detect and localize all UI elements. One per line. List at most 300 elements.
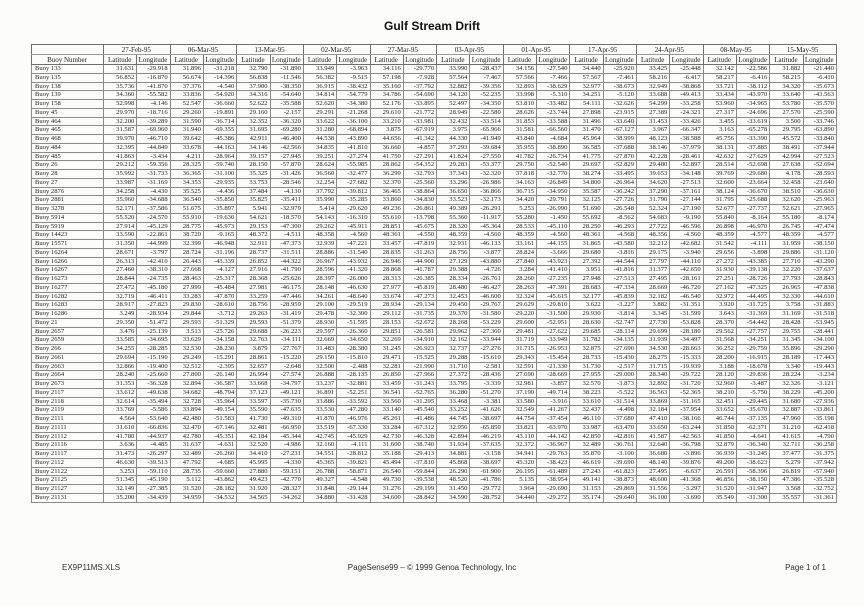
longitude-cell: -6.416: [736, 73, 769, 82]
longitude-cell: -51.329: [203, 318, 236, 327]
latitude-cell: 36.891: [303, 388, 336, 397]
latitude-cell: 32.520: [237, 441, 270, 450]
latitude-cell: 32.719: [104, 292, 137, 301]
latitude-cell: 52.677: [703, 205, 736, 214]
longitude-cell: -43.923: [537, 257, 570, 266]
latitude-cell: 3.340: [770, 362, 803, 371]
longitude-cell: -29.640: [603, 493, 636, 502]
latitude-cell: 29.175: [637, 248, 670, 257]
latitude-cell: 34.786: [370, 91, 403, 100]
latitude-cell: 31.715: [637, 362, 670, 371]
longitude-cell: -4.560: [470, 231, 503, 240]
latitude-cell: 31.345: [770, 336, 803, 345]
table-row: [32, 117, 837, 126]
latitude-cell: 31.719: [503, 336, 536, 345]
latitude-cell: 41.587: [637, 432, 670, 441]
latitude-cell: 31.730: [570, 362, 603, 371]
latitude-cell: 36.660: [370, 143, 403, 152]
latitude-cell: 31.245: [370, 345, 403, 354]
latitude-cell: 36.680: [637, 450, 670, 459]
longitude-cell: -27.291: [403, 152, 436, 161]
latitude-cell: 42.730: [370, 432, 403, 441]
latitude-cell: 34.146: [237, 143, 270, 152]
longitude-cell: -33.592: [337, 397, 370, 406]
latitude-cell: 27.570: [770, 108, 803, 117]
longitude-cell: -31.428: [337, 493, 370, 502]
latitude-cell: 55.910: [170, 213, 203, 222]
longitude-cell: -2.395: [203, 362, 236, 371]
longitude-cell: -38.588: [670, 135, 703, 144]
table-row: [32, 467, 837, 476]
latitude-cell: 32.879: [703, 441, 736, 450]
longitude-cell: -32.979: [270, 205, 303, 214]
latitude-cell: 27.730: [637, 318, 670, 327]
longitude-cell: -25.626: [270, 275, 303, 284]
longitude-cell: -43.932: [337, 257, 370, 266]
table-row: [32, 283, 837, 292]
latitude-cell: 27.372: [437, 371, 470, 380]
longitude-cell: -42.650: [670, 266, 703, 275]
buoy-number-cell: Buoy 15571: [32, 240, 104, 249]
longitude-cell: -35.897: [203, 205, 236, 214]
latitude-cell: 29.851: [370, 327, 403, 336]
longitude-cell: -34.251: [736, 336, 769, 345]
longitude-cell: -47.391: [537, 283, 570, 292]
latitude-cell: 35.188: [370, 450, 403, 459]
buoy-number-cell: Buoy 2119: [32, 406, 104, 415]
longitude-cell: -18.570: [270, 213, 303, 222]
latitude-cell: 26.313: [104, 257, 137, 266]
longitude-cell: -41.267: [537, 406, 570, 415]
longitude-cell: -31.120: [803, 248, 836, 257]
longitude-cell: -34.695: [137, 336, 170, 345]
longitude-cell: -35.528: [803, 476, 836, 485]
table-row: [32, 248, 837, 257]
longitude-cell: -32.300: [337, 310, 370, 319]
longitude-cell: -48.794: [203, 388, 236, 397]
latitude-cell: 36.540: [170, 196, 203, 205]
longitude-cell: -21.268: [337, 108, 370, 117]
latitude-cell: 32.162: [437, 336, 470, 345]
latitude-cell: 34.881: [437, 450, 470, 459]
latitude-cell: 33.283: [170, 292, 203, 301]
latitude-cell: 32.370: [370, 178, 403, 187]
longitude-cell: -38.697: [470, 458, 503, 467]
latitude-cell: 36.280: [437, 388, 470, 397]
latitude-cell: 32.324: [503, 292, 536, 301]
longitude-cell: -36.714: [203, 117, 236, 126]
longitude-cell: -59.151: [270, 467, 303, 476]
longitude-cell: -23.664: [736, 178, 769, 187]
latitude-cell: 53.780: [770, 100, 803, 109]
longitude-cell: -46.630: [337, 283, 370, 292]
longitude-cell: -33.514: [470, 117, 503, 126]
longitude-cell: -28.441: [803, 327, 836, 336]
longitude-cell: -31.100: [203, 170, 236, 179]
buoy-number-cell: Buoy 2881: [32, 196, 104, 205]
longitude-cell: -54.640: [270, 91, 303, 100]
latitude-cell: 32.549: [503, 406, 536, 415]
latitude-cell: 33.629: [170, 336, 203, 345]
latitude-cell: 28.120: [703, 371, 736, 380]
latitude-cell: 32.763: [237, 336, 270, 345]
longitude-cell: -25.448: [670, 65, 703, 74]
longitude-cell: -51.472: [137, 318, 170, 327]
buoy-number-cell: Buoy 16264: [32, 248, 104, 257]
latitude-cell: 29.370: [437, 310, 470, 319]
latitude-cell: 31.556: [637, 485, 670, 494]
latitude-cell: 32.669: [303, 336, 336, 345]
table-row: [32, 108, 837, 117]
longitude-cell: -26.990: [537, 205, 570, 214]
longitude-cell: -36.320: [270, 117, 303, 126]
latitude-cell: 32.866: [104, 362, 137, 371]
longitude-cell: -11.546: [270, 73, 303, 82]
latitude-cell: 32.470: [170, 423, 203, 432]
longitude-cell: -36.967: [537, 441, 570, 450]
longitude-cell: -8.562: [603, 213, 636, 222]
table-row: [32, 380, 837, 389]
latitude-cell: 31.568: [703, 336, 736, 345]
latitude-cell: 32.395: [104, 143, 137, 152]
longitude-cell: -35.670: [736, 406, 769, 415]
longitude-cell: -37.637: [803, 266, 836, 275]
latitude-cell: 26.898: [703, 222, 736, 231]
table-row: [32, 371, 837, 380]
longitude-cell: -7.466: [537, 73, 570, 82]
latitude-cell: 58.217: [703, 73, 736, 82]
latitude-cell: 39.653: [637, 170, 670, 179]
latitude-cell: 31.882: [770, 65, 803, 74]
longitude-cell: -54.442: [736, 318, 769, 327]
longitude-cell: -28.726: [736, 275, 769, 284]
longitude-cell: -69.280: [270, 126, 303, 135]
latitude-cell: 28.934: [370, 301, 403, 310]
longitude-cell: -16.870: [137, 73, 170, 82]
latitude-cell: 58.215: [770, 73, 803, 82]
longitude-cell: -16.915: [736, 353, 769, 362]
longitude-cell: -19.630: [203, 213, 236, 222]
longitude-cell: -45.675: [403, 222, 436, 231]
buoy-number-cell: Buoy 21127: [32, 485, 104, 494]
longitude-cell: -39.538: [403, 476, 436, 485]
latitude-cell: 29.593: [170, 318, 203, 327]
longitude-cell: -46.219: [470, 432, 503, 441]
longitude-cell: -27.757: [736, 327, 769, 336]
longitude-cell: -29.767: [470, 301, 503, 310]
latitude-cell: 31.496: [570, 117, 603, 126]
latitude-cell: 32.500: [303, 362, 336, 371]
longitude-cell: -31.169: [137, 178, 170, 187]
latitude-cell: 55.360: [437, 213, 470, 222]
latitude-cell: 35.549: [703, 493, 736, 502]
latitude-cell: 32.372: [503, 441, 536, 450]
latitude-cell: 26.888: [303, 371, 336, 380]
latitude-cell: 3.163: [703, 126, 736, 135]
latitude-cell: 42.480: [170, 415, 203, 424]
latitude-cell: 54.299: [637, 100, 670, 109]
longitude-cell: -3.434: [137, 152, 170, 161]
latitude-cell: 29.288: [437, 353, 470, 362]
latitude-cell: 27.722: [637, 222, 670, 231]
latitude-cell: 48.359: [770, 231, 803, 240]
latitude-cell: 33.585: [104, 336, 137, 345]
longitude-cell: -3.381: [470, 397, 503, 406]
latitude-cell: 28.868: [370, 266, 403, 275]
latitude-cell: 32.591: [503, 362, 536, 371]
longitude-cell: -4.511: [270, 231, 303, 240]
longitude-cell: -7.461: [603, 73, 636, 82]
latitude-cell: 38.131: [703, 143, 736, 152]
latitude-cell: 54.683: [637, 213, 670, 222]
latitude-cell: 27.793: [770, 275, 803, 284]
latitude-cell: 29.450: [437, 301, 470, 310]
latitude-cell: 31.450: [437, 485, 470, 494]
latitude-cell: 41.615: [770, 432, 803, 441]
longitude-cell: -27.726: [603, 196, 636, 205]
longitude-cell: -28.380: [337, 345, 370, 354]
latitude-cell: 39.157: [237, 152, 270, 161]
longitude-cell: -27.690: [603, 345, 636, 354]
latitude-cell: 33.284: [370, 423, 403, 432]
latitude-cell: 28.514: [703, 161, 736, 170]
latitude-cell: 27.472: [104, 283, 137, 292]
latitude-cell: 27.243: [570, 467, 603, 476]
table-row: [32, 397, 837, 406]
longitude-cell: -3.816: [603, 248, 636, 257]
longitude-cell: -8.174: [803, 213, 836, 222]
buoy-number-cell: Buoy 2111: [32, 415, 104, 424]
latitude-cell: 35.200: [104, 493, 137, 502]
latitude-cell: 32.960: [703, 380, 736, 389]
latitude-cell: 31.280: [303, 126, 336, 135]
longitude-cell: -4.498: [603, 406, 636, 415]
longitude-cell: -37.885: [736, 143, 769, 152]
longitude-cell: -32.173: [470, 196, 503, 205]
longitude-cell: -52.829: [603, 161, 636, 170]
latitude-cell: 32.458: [770, 178, 803, 187]
longitude-cell: -19.939: [670, 362, 703, 371]
longitude-cell: -41.626: [470, 406, 503, 415]
latitude-cell: 32.893: [503, 82, 536, 91]
longitude-cell: -32.320: [470, 170, 503, 179]
latitude-cell: 32.949: [637, 82, 670, 91]
longitude-cell: -67.127: [603, 126, 636, 135]
latitude-cell: 38.223: [570, 388, 603, 397]
latitude-cell: 3.636: [104, 441, 137, 450]
longitude-cell: -46.411: [137, 292, 170, 301]
longitude-cell: -46.948: [203, 240, 236, 249]
latitude-cell: 34.800: [570, 178, 603, 187]
buoy-number-cell: Buoy 16283: [32, 301, 104, 310]
longitude-cell: -57.870: [270, 161, 303, 170]
latitude-cell: 33.560: [370, 397, 403, 406]
latitude-cell: 33.652: [703, 406, 736, 415]
latitude-cell: 47.410: [637, 415, 670, 424]
latitude-cell: 38.491: [770, 143, 803, 152]
latitude-cell: 29.562: [703, 327, 736, 336]
longitude-cell: -65.850: [470, 423, 503, 432]
longitude-cell: -3.158: [470, 450, 503, 459]
latitude-cell: 58.216: [637, 73, 670, 82]
latitude-cell: 31.470: [570, 126, 603, 135]
longitude-cell: -59.356: [137, 161, 170, 170]
latitude-cell: 31.782: [570, 336, 603, 345]
longitude-cell: -25.726: [203, 327, 236, 336]
longitude-cell: -3.487: [736, 380, 769, 389]
latitude-cell: 28.263: [503, 283, 536, 292]
longitude-cell: -61.489: [537, 467, 570, 476]
longitude-cell: -29.810: [537, 301, 570, 310]
latitude-cell: 26.994: [237, 371, 270, 380]
latitude-cell: 45.320: [503, 458, 536, 467]
latitude-header: Latitude: [503, 55, 536, 65]
latitude-cell: 42.745: [303, 432, 336, 441]
latitude-cell: 37.900: [237, 82, 270, 91]
table-row: [32, 82, 837, 91]
longitude-cell: -37.688: [603, 143, 636, 152]
footer-copyright: PageSense99 – © 1999 Genoa Technology, Inc: [347, 563, 517, 572]
longitude-cell: -38.673: [603, 82, 636, 91]
longitude-header: Longitude: [337, 55, 370, 65]
longitude-cell: -27.360: [470, 327, 503, 336]
longitude-header: Longitude: [537, 55, 570, 65]
latitude-cell: 34.440: [503, 493, 536, 502]
latitude-cell: 51.345: [104, 476, 137, 485]
latitude-cell: 44.745: [437, 415, 470, 424]
latitude-cell: 32.512: [170, 362, 203, 371]
longitude-cell: -4.684: [537, 135, 570, 144]
latitude-cell: 28.240: [104, 371, 137, 380]
longitude-cell: -29.620: [337, 205, 370, 214]
latitude-cell: 51.690: [570, 205, 603, 214]
latitude-cell: 34.420: [503, 196, 536, 205]
longitude-cell: -3.234: [803, 371, 836, 380]
latitude-cell: 39.769: [703, 170, 736, 179]
longitude-cell: -31.245: [736, 450, 769, 459]
latitude-cell: 48.372: [237, 231, 270, 240]
latitude-cell: 29.593: [237, 318, 270, 327]
latitude-cell: 32.892: [637, 380, 670, 389]
longitude-cell: -34.830: [403, 196, 436, 205]
latitude-cell: 27.162: [703, 283, 736, 292]
buoy-number-cell: Buoy 21116: [32, 441, 104, 450]
latitude-cell: 56.382: [303, 73, 336, 82]
latitude-cell: 38.510: [770, 187, 803, 196]
latitude-cell: 34.600: [370, 493, 403, 502]
longitude-cell: -27.523: [803, 152, 836, 161]
latitude-cell: 31.542: [703, 240, 736, 249]
latitude-cell: 3.253: [104, 467, 137, 476]
longitude-cell: -6.637: [670, 467, 703, 476]
latitude-cell: 29.350: [104, 318, 137, 327]
latitude-cell: 34.880: [303, 493, 336, 502]
latitude-cell: 32.281: [370, 362, 403, 371]
table-row: [32, 345, 837, 354]
longitude-cell: -34.650: [337, 336, 370, 345]
latitude-cell: 29.478: [303, 310, 336, 319]
longitude-cell: -31.720: [670, 380, 703, 389]
longitude-cell: -37.586: [137, 205, 170, 214]
latitude-cell: 28.250: [570, 222, 603, 231]
table-row: [32, 73, 837, 82]
latitude-cell: 33.468: [437, 397, 470, 406]
latitude-cell: 29.249: [170, 353, 203, 362]
latitude-cell: 54.621: [237, 213, 270, 222]
table-row: [32, 170, 837, 179]
longitude-cell: -2.488: [337, 362, 370, 371]
longitude-cell: -3.690: [670, 493, 703, 502]
latitude-cell: 29.699: [637, 327, 670, 336]
latitude-cell: 37.792: [303, 187, 336, 196]
buoy-number-cell: Buoy 464: [32, 117, 104, 126]
longitude-cell: -4.560: [537, 231, 570, 240]
longitude-cell: -52.694: [803, 161, 836, 170]
latitude-cell: 35.160: [370, 82, 403, 91]
latitude-cell: 49.730: [370, 476, 403, 485]
buoy-number-cell: Buoy 21131: [32, 493, 104, 502]
buoy-number-cell: Buoy 28: [32, 170, 104, 179]
latitude-cell: 33.987: [104, 178, 137, 187]
longitude-cell: -47.221: [337, 240, 370, 249]
latitude-cell: 55.610: [370, 213, 403, 222]
latitude-cell: 27.916: [237, 266, 270, 275]
latitude-cell: 36.252: [703, 345, 736, 354]
buoy-number-cell: Buoy 16273: [32, 275, 104, 284]
latitude-cell: 27.880: [237, 467, 270, 476]
longitude-cell: -36.328: [137, 380, 170, 389]
date-header-5: 03-Apr-95: [437, 45, 504, 55]
longitude-cell: -9.190: [670, 213, 703, 222]
longitude-cell: -39.356: [470, 82, 503, 91]
longitude-cell: -25.590: [803, 108, 836, 117]
latitude-cell: 29.962: [437, 327, 470, 336]
longitude-cell: -25.963: [803, 196, 836, 205]
latitude-cell: 53.960: [703, 100, 736, 109]
latitude-cell: 33.753: [237, 178, 270, 187]
latitude-cell: 29.260: [170, 108, 203, 117]
longitude-cell: -9.165: [203, 231, 236, 240]
latitude-cell: 28.596: [303, 266, 336, 275]
longitude-cell: -45.364: [470, 222, 503, 231]
latitude-cell: 29.844: [170, 310, 203, 319]
longitude-cell: -26.849: [537, 178, 570, 187]
longitude-cell: -41.786: [470, 476, 503, 485]
latitude-cell: 32.182: [637, 292, 670, 301]
latitude-cell: 29.283: [437, 161, 470, 170]
longitude-cell: -4.127: [203, 266, 236, 275]
footer-filename: EX9P11MS.XLS: [62, 563, 121, 572]
longitude-cell: -3.916: [537, 397, 570, 406]
latitude-cell: 31.896: [170, 65, 203, 74]
longitude-cell: -46.175: [270, 283, 303, 292]
longitude-cell: -34.497: [670, 336, 703, 345]
longitude-cell: -29.134: [403, 301, 436, 310]
longitude-cell: -41.949: [470, 135, 503, 144]
latitude-cell: 31.934: [437, 441, 470, 450]
latitude-cell: 37.190: [503, 388, 536, 397]
table-row: [32, 336, 837, 345]
longitude-cell: -43.339: [203, 257, 236, 266]
latitude-cell: 31.276: [370, 485, 403, 494]
longitude-cell: -29.836: [736, 371, 769, 380]
table-row: [32, 423, 837, 432]
longitude-cell: -33.495: [603, 170, 636, 179]
longitude-cell: -4.641: [736, 432, 769, 441]
latitude-cell: 53.810: [503, 100, 536, 109]
latitude-cell: 28.683: [570, 283, 603, 292]
longitude-cell: -27.385: [137, 485, 170, 494]
